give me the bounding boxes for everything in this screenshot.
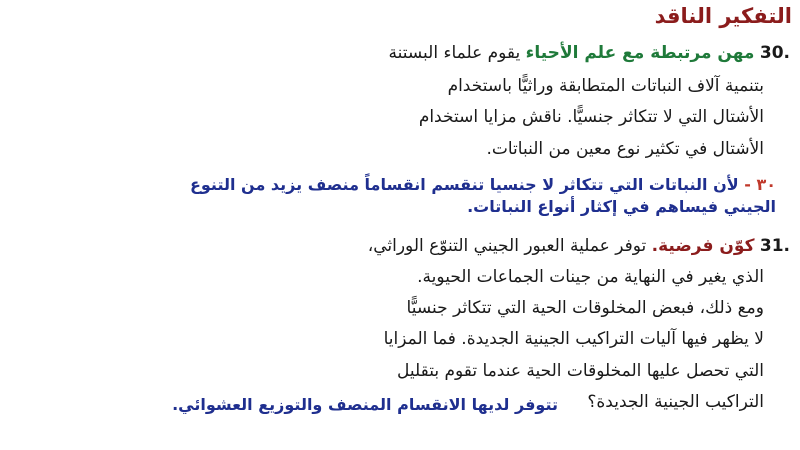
question-30-line-1 bbox=[388, 40, 790, 66]
question-30-line-4: الأشتال في تكثير نوع معين من النباتات. bbox=[486, 139, 764, 159]
question-30-number: 30. bbox=[759, 43, 790, 63]
answer-30-text: لأن النباتات التي تتكاثر لا جنسيا تنقسم انقساماً منصف يزيد من التنوع bbox=[189, 175, 739, 194]
question-30-line-3: الأشتال التي لا تتكاثر جنسيًّا. ناقش مزايا استخدام bbox=[418, 107, 764, 127]
answer-31: تتوفر لديها الانقسام المنصف والتوزيع العشوائي. bbox=[172, 395, 558, 414]
section-title: التفكير الناقد bbox=[654, 4, 792, 28]
question-30-keyword: مهن مرتبطة مع علم الأحياء bbox=[525, 43, 755, 63]
question-31-line-2: الذي يغير في النهاية من جينات الجماعات الحيوية. bbox=[417, 267, 764, 287]
question-31-text: توفر عملية العبور الجيني التنوّع الوراثي، bbox=[367, 236, 647, 256]
question-30-text: يقوم علماء البستنة bbox=[388, 43, 521, 63]
question-31-line-5: التي تحصل عليها المخلوقات الحية عندما تقوم بتقليل bbox=[396, 361, 764, 381]
question-31-line-1 bbox=[368, 233, 790, 259]
question-31-line-4: لا يظهر فيها آليات التراكيب الجينية الجديدة. فما المزايا bbox=[383, 329, 764, 349]
question-31-line-6: التراكيب الجينية الجديدة؟ bbox=[587, 392, 764, 412]
question-31-line-3: ومع ذلك، فبعض المخلوقات الحية التي تتكاثر جنسيًّا bbox=[406, 298, 764, 318]
question-31-number: 31. bbox=[759, 236, 790, 256]
answer-30-number: ٣٠ - bbox=[744, 175, 776, 194]
answer-30-line-1 bbox=[190, 175, 776, 195]
question-31-keyword: كوّن فرضية. bbox=[651, 236, 755, 256]
question-30-line-2: بتنمية آلاف النباتات المتطابقة وراثيًّا باستخدام bbox=[447, 76, 764, 96]
answer-30-line-2: الجيني فيساهم في إكثار أنواع النباتات. bbox=[467, 197, 776, 216]
